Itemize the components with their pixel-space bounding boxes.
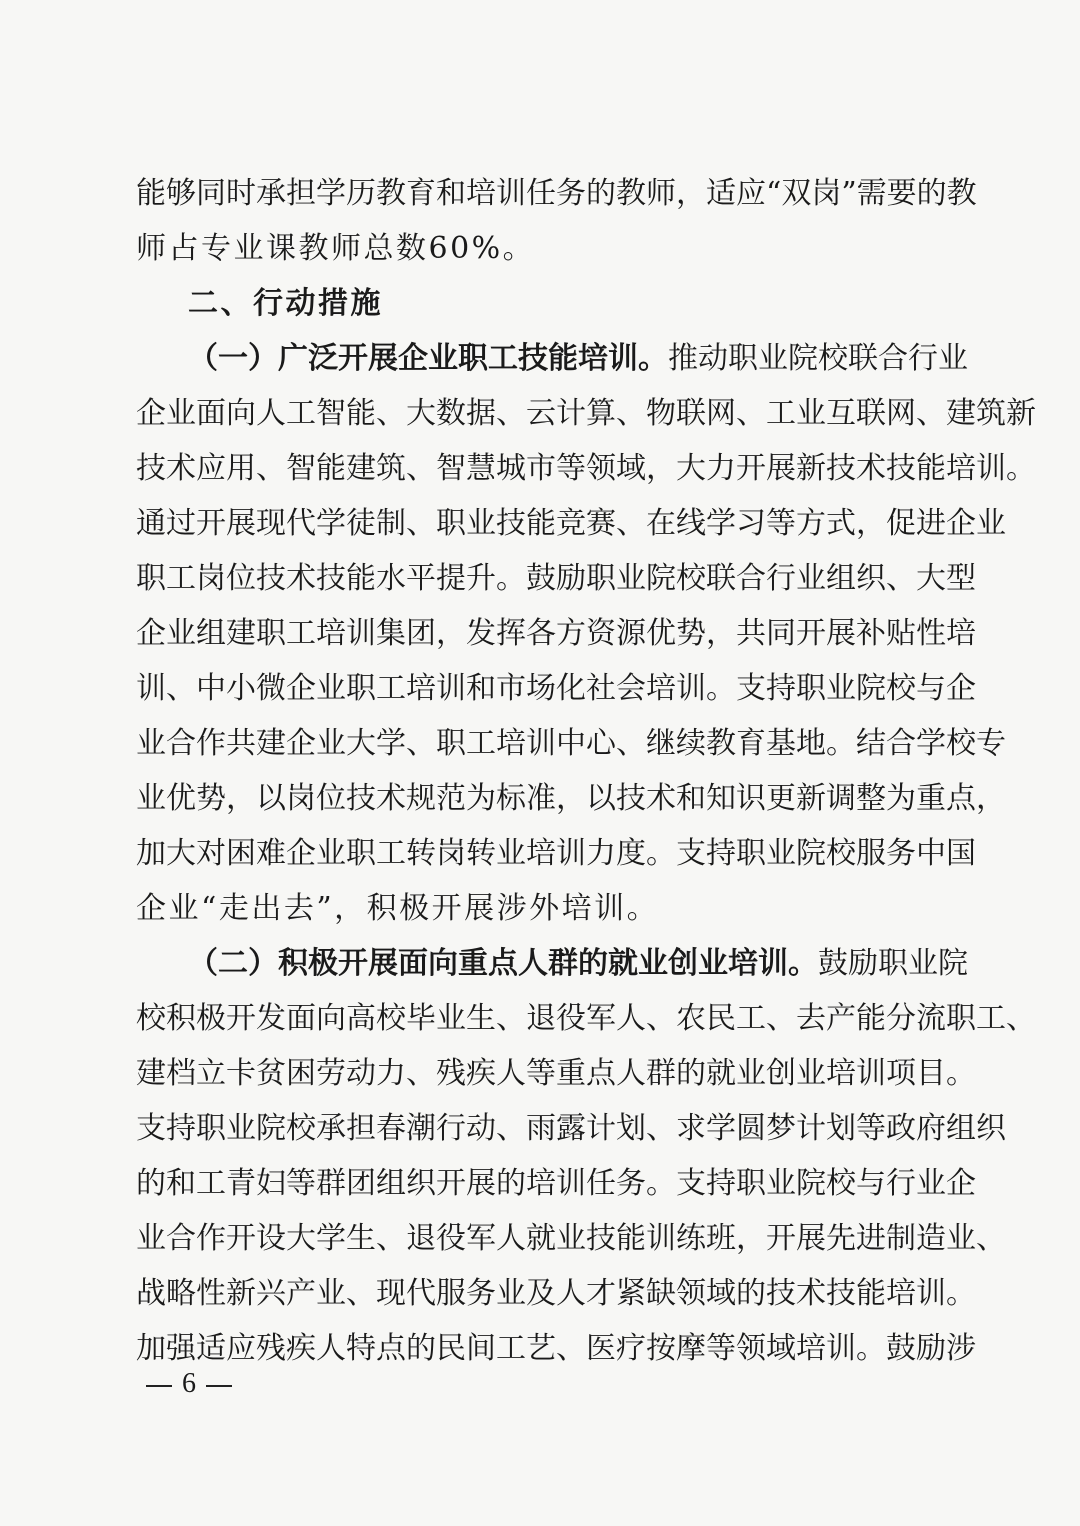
page-number-right-dash bbox=[206, 1385, 232, 1387]
text-line-20 bbox=[136, 1219, 1006, 1259]
text-line-22-content: 加强适应残疾人特点的民间工艺、医疗按摩等领域培训。鼓励涉 bbox=[136, 1331, 976, 1366]
text-line-10-content: 训、中小微企业职工培训和市场化社会培训。支持职业院校与企 bbox=[136, 671, 976, 706]
page-number-value: 6 bbox=[182, 1368, 196, 1399]
text-line-19-content: 的和工青妇等群团组织开展的培训任务。支持职业院校与行业企 bbox=[136, 1166, 976, 1201]
text-line-12-content: 业优势，以岗位技术规范为标准，以技术和知识更新调整为重点， bbox=[136, 781, 1006, 816]
text-line-22 bbox=[136, 1329, 976, 1369]
page-number bbox=[146, 1366, 246, 1402]
text-line-11-content: 业合作共建企业大学、职工培训中心、继续教育基地。结合学校专 bbox=[136, 726, 1006, 761]
text-line-17-content: 建档立卡贫困劳动力、残疾人等重点人群的就业创业培训项目。 bbox=[136, 1056, 976, 1091]
text-line-20-content: 业合作开设大学生、退役军人就业技能训练班，开展先进制造业、 bbox=[136, 1221, 1006, 1256]
subsection-1-title: （一）广泛开展企业职工技能培训。 bbox=[188, 341, 668, 376]
text-line-1 bbox=[136, 174, 977, 214]
text-line-18-content: 支持职业院校承担春潮行动、雨露计划、求学圆梦计划等政府组织 bbox=[136, 1111, 1006, 1146]
text-line-4-content: 推动职业院校联合行业 bbox=[668, 341, 968, 376]
text-line-1-content: 能够同时承担学历教育和培训任务的教师，适应“双岗”需要的教 bbox=[136, 176, 977, 211]
text-line-5 bbox=[136, 394, 1036, 434]
text-line-8-content: 职工岗位技术技能水平提升。鼓励职业院校联合行业组织、大型 bbox=[136, 561, 976, 596]
text-line-16-content: 校积极开发面向高校毕业生、退役军人、农民工、去产能分流职工、 bbox=[136, 1001, 1036, 1036]
text-line-4 bbox=[188, 339, 968, 379]
text-line-7-content: 通过开展现代学徒制、职业技能竞赛、在线学习等方式，促进企业 bbox=[136, 506, 1006, 541]
text-line-21-content: 战略性新兴产业、现代服务业及人才紧缺领域的技术技能培训。 bbox=[136, 1276, 976, 1311]
text-line-6 bbox=[136, 449, 1036, 489]
text-line-14-content: 企业“走出去”，积极开展涉外培训。 bbox=[136, 891, 660, 926]
text-line-7 bbox=[136, 504, 1006, 544]
text-line-2 bbox=[136, 229, 936, 269]
text-line-10 bbox=[136, 669, 976, 709]
text-line-9-content: 企业组建职工培训集团，发挥各方资源优势，共同开展补贴性培 bbox=[136, 616, 976, 651]
text-line-21 bbox=[136, 1274, 976, 1314]
section-heading bbox=[188, 284, 936, 324]
text-line-15-content: 鼓励职业院 bbox=[818, 946, 968, 981]
page-number-left-dash bbox=[146, 1385, 172, 1387]
text-line-19 bbox=[136, 1164, 976, 1204]
text-line-5-content: 企业面向人工智能、大数据、云计算、物联网、工业互联网、建筑新 bbox=[136, 396, 1036, 431]
text-line-6-content: 技术应用、智能建筑、智慧城市等领域，大力开展新技术技能培训。 bbox=[136, 451, 1036, 486]
section-heading-text: 二、行动措施 bbox=[188, 286, 383, 321]
text-line-12 bbox=[136, 779, 1006, 819]
text-line-9 bbox=[136, 614, 976, 654]
text-line-13 bbox=[136, 834, 976, 874]
text-line-14 bbox=[136, 889, 936, 929]
text-line-2-content: 师占专业课教师总数60%。 bbox=[136, 231, 536, 266]
text-line-15 bbox=[188, 944, 968, 984]
subsection-2-title: （二）积极开展面向重点人群的就业创业培训。 bbox=[188, 946, 818, 981]
text-line-11 bbox=[136, 724, 1006, 764]
text-line-16 bbox=[136, 999, 1036, 1039]
text-line-8 bbox=[136, 559, 976, 599]
text-line-17 bbox=[136, 1054, 976, 1094]
text-line-13-content: 加大对困难企业职工转岗转业培训力度。支持职业院校服务中国 bbox=[136, 836, 976, 871]
text-line-18 bbox=[136, 1109, 1006, 1149]
